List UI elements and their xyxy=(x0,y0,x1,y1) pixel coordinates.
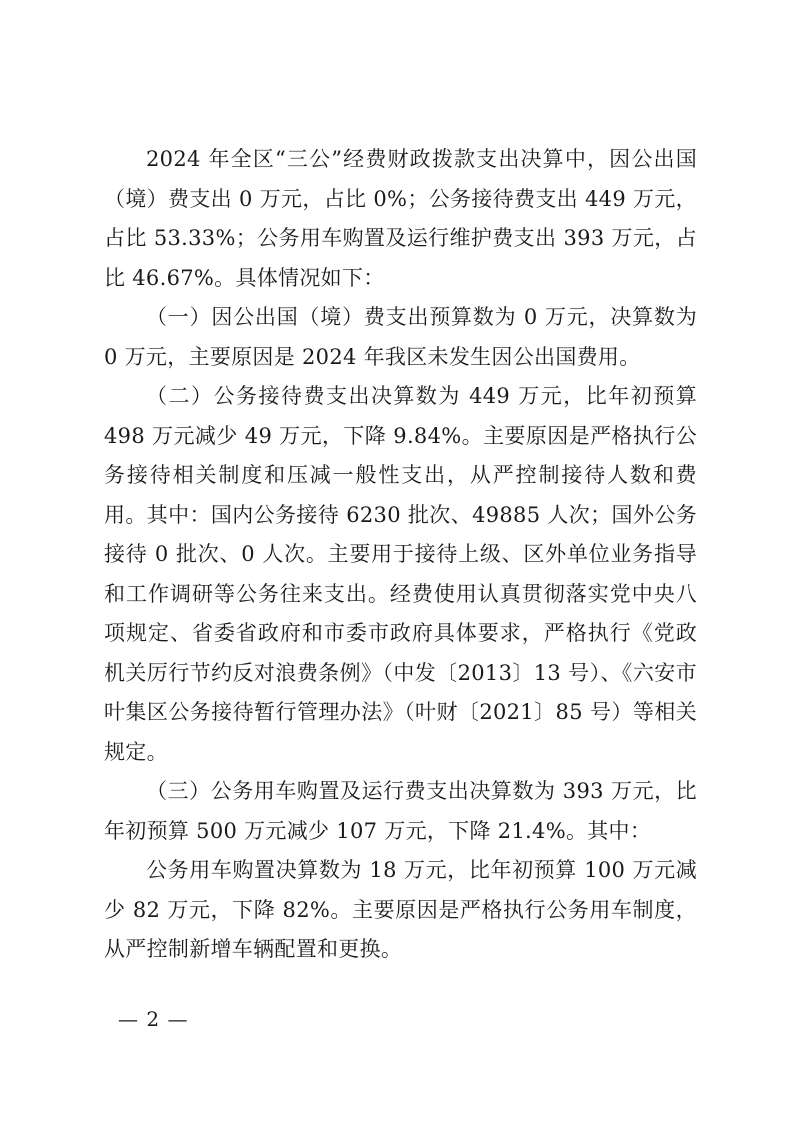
paragraph-overseas-travel: （一）因公出国（境）费支出预算数为 0 万元，决算数为 0 万元，主要原因是 2024 年我区未发生因公出国费用。 xyxy=(104,305,697,369)
paragraph-official-vehicles: （三）公务用车购置及运行费支出决算数为 393 万元，比年初预算 500 万元减少 107 万元，下降 21.4%。其中： xyxy=(104,779,697,843)
document-body xyxy=(104,140,697,970)
paragraph-summary: 2024 年全区“三公”经费财政拨款支出决算中，因公出国（境）费支出 0 万元，占比 0%；公务接待费支出 449 万元，占比 53.33%；公务用车购置及运行维护费支出 393 万元，占比 46.67%。具体情况如下： xyxy=(104,147,697,290)
paragraph-official-reception: （二）公务接待费支出决算数为 449 万元，比年初预算 498 万元减少 49 万元，下降 9.84%。主要原因是严格执行公务接待相关制度和压减一般性支出，从严控制接待人数和费用。其中：国内公务接待 6230 批次、49885 人次；国外公务接待 0 批次、0 人次。主要用于接待上级、区外单位业务指导和工作调研等公务往来支出。经费使用认真贯彻落实党中央八项规定、省委省政府和市委市政府具体要求，严格执行《党政机关厉行节约反对浪费条例》（中发〔2013〕13 号）、《六安市叶集区公务接待暂行管理办法》（叶财〔2021〕85 号）等相关规定。 xyxy=(104,384,697,764)
paragraph-vehicle-purchase: 公务用车购置决算数为 18 万元，比年初预算 100 万元减少 82 万元，下降 82%。主要原因是严格执行公务用车制度，从严控制新增车辆配置和更换。 xyxy=(104,858,697,961)
page-number: — 2 — xyxy=(118,1007,189,1031)
